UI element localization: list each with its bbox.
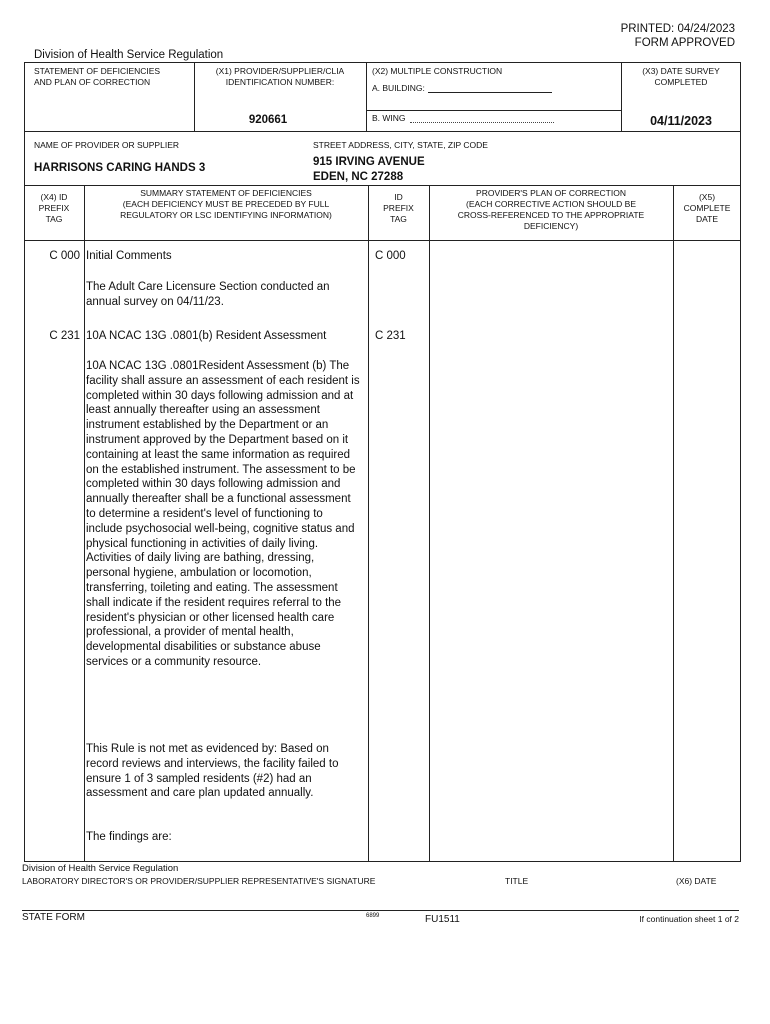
x3-value: 04/11/2023 bbox=[650, 114, 712, 128]
address-label: STREET ADDRESS, CITY, STATE, ZIP CODE bbox=[313, 140, 488, 150]
footer-division: Division of Health Service Regulation bbox=[22, 863, 179, 874]
footer-rule bbox=[22, 910, 739, 911]
division-title: Division of Health Service Regulation bbox=[34, 49, 224, 61]
x2-label: (X2) MULTIPLE CONSTRUCTION bbox=[372, 66, 503, 76]
address-line-1: 915 IRVING AVENUE bbox=[313, 156, 425, 168]
c000-id-tag: C 000 bbox=[375, 250, 406, 262]
x3-label: (X3) DATE SURVEY COMPLETED bbox=[642, 66, 720, 87]
x1-label: (X1) PROVIDER/SUPPLIER/CLIA IDENTIFICATION NUMBER: bbox=[215, 66, 345, 87]
x1-value: 920661 bbox=[248, 114, 288, 126]
date-label: (X6) DATE bbox=[676, 876, 717, 886]
c231-evidence-text: This Rule is not met as evidenced by: Based on record reviews and interviews, the facility failed to ensure 1 of 3 sampled residents (#2) had an assessment and care plan updated annually. bbox=[86, 743, 339, 800]
form-code: 6899 bbox=[366, 913, 380, 919]
x2-divider bbox=[366, 110, 621, 111]
x5-header: (X5) COMPLETE DATE bbox=[683, 192, 731, 224]
signature-label: LABORATORY DIRECTOR'S OR PROVIDER/SUPPLIER REPRESENTATIVE'S SIGNATURE bbox=[22, 876, 376, 886]
building-label: A. BUILDING: bbox=[372, 83, 425, 93]
c231-tag: C 231 bbox=[49, 330, 80, 342]
plan-header: PROVIDER'S PLAN OF CORRECTION (EACH CORRECTIVE ACTION SHOULD BE CROSS-REFERENCED TO THE APPROPRIATE DEFICIENCY) bbox=[457, 188, 645, 231]
wing-label: B. WING bbox=[372, 113, 406, 123]
c231-id-tag: C 231 bbox=[375, 330, 406, 342]
id-header: ID PREFIX TAG bbox=[383, 192, 414, 224]
address-line-2: EDEN, NC 27288 bbox=[313, 171, 404, 183]
state-form: STATE FORM bbox=[22, 912, 85, 923]
form-approved: FORM APPROVED bbox=[634, 37, 735, 49]
title-label: TITLE bbox=[505, 876, 529, 886]
wing-line bbox=[410, 122, 554, 123]
x4-header: (X4) ID PREFIX TAG bbox=[38, 192, 70, 224]
event-id: FU1511 bbox=[425, 914, 460, 925]
summary-header: SUMMARY STATEMENT OF DEFICIENCIES (EACH DEFICIENCY MUST BE PRECEDED BY FULL REGULATORY OR LSC IDENTIFYING INFORMATION) bbox=[120, 188, 332, 220]
c231-findings: The findings are: bbox=[86, 831, 172, 843]
printed-date: PRINTED: 04/24/2023 bbox=[620, 23, 735, 35]
provider-name: HARRISONS CARING HANDS 3 bbox=[34, 162, 206, 174]
continuation-sheet: If continuation sheet 1 of 2 bbox=[639, 914, 739, 924]
c000-tag: C 000 bbox=[49, 250, 80, 262]
building-line bbox=[428, 92, 552, 93]
provider-name-label: NAME OF PROVIDER OR SUPPLIER bbox=[34, 140, 179, 150]
c231-title: 10A NCAC 13G .0801(b) Resident Assessment bbox=[86, 330, 327, 342]
c231-rule-text: 10A NCAC 13G .0801Resident Assessment (b) The facility shall assure an assessment of each resident is completed within 30 days following admission and at least annually thereafter using an assessment instrument established by the Department or an instrument approved by the Department based on it containing at least the same information as required on the established instrument. The assessment to be completed within 30 days following admission and annually thereafter shall be a functional assessment to determine a resident's level of functioning to include psychosocial well-being, cognitive status and physical functioning in activities of daily living. Activities of daily living are bathing, dressing, personal hygiene, ambulation or locomotion, transferring, toileting and eating. The assessment shall indicate if the resident requires referral to the resident's physician or other licensed health care professional, a provider of mental health, developmental disabilities or substance abuse services or a community resource. bbox=[86, 360, 360, 668]
statement-label: STATEMENT OF DEFICIENCIES AND PLAN OF CORRECTION bbox=[34, 66, 161, 87]
c000-text: The Adult Care Licensure Section conducted an annual survey on 04/11/23. bbox=[86, 281, 330, 308]
c000-title: Initial Comments bbox=[86, 250, 172, 262]
